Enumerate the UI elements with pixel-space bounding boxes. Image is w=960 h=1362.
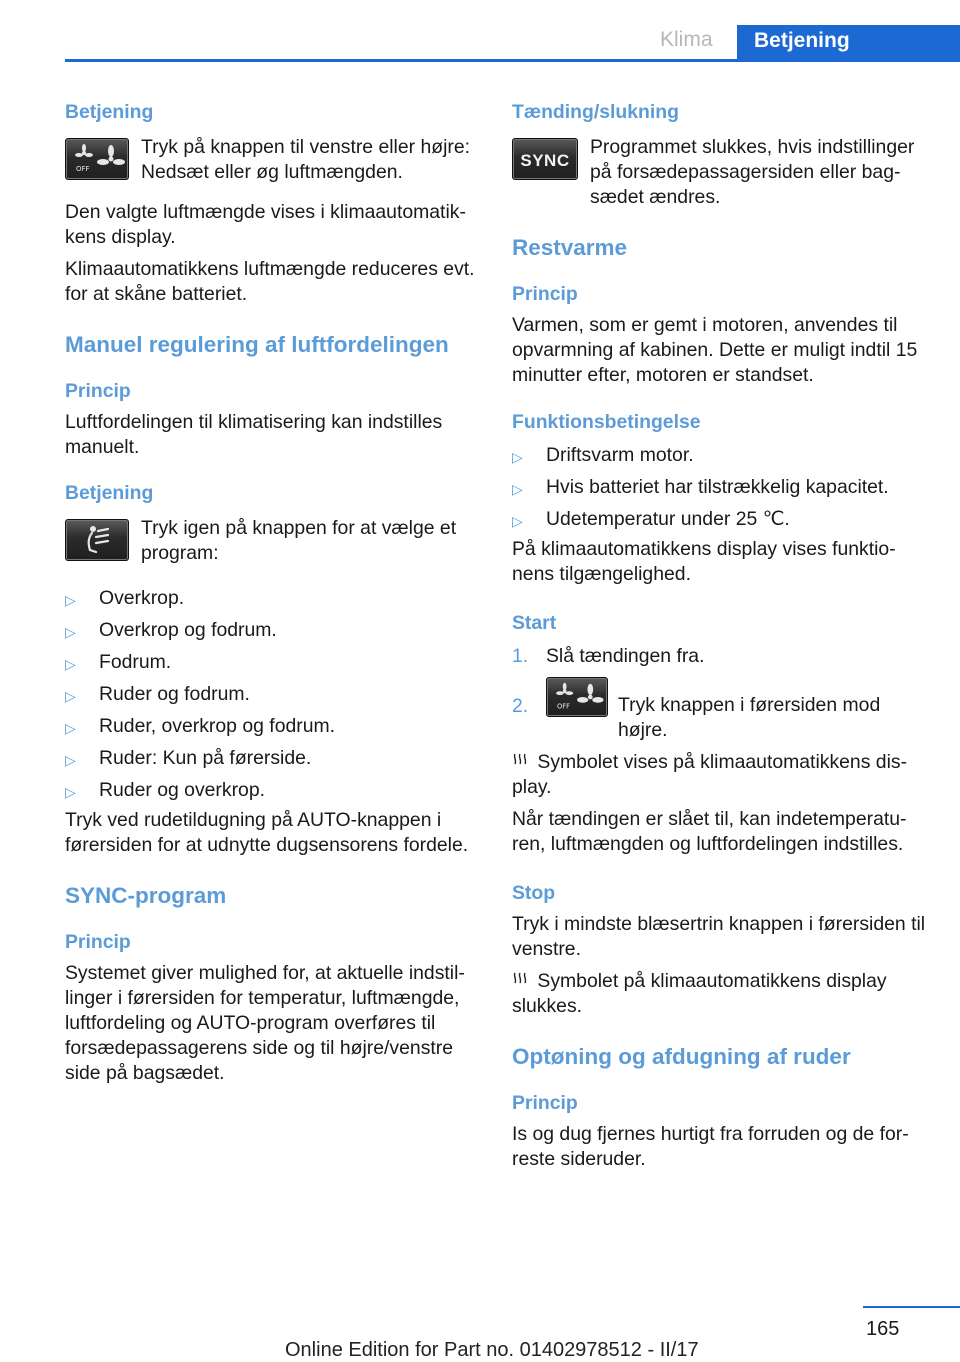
step-item: 2. OFF Tryk knappen i førersiden mod højre. bbox=[512, 677, 927, 743]
fan-instruction bbox=[65, 135, 479, 185]
subheading-princip: Princip bbox=[65, 931, 131, 953]
fan-instruction-text: Tryk på knappen til venstre eller højre: Nedsæt eller øg luftmængden. bbox=[141, 136, 471, 183]
paragraph: Systemet giver mulighed for, at aktuelle indstillinger i førersiden for temperatur, luftmængde, luftfordeling og AUTO-program overføres til forsædepassagerens side og til højre/venstre side på bagsædet. bbox=[65, 962, 465, 1084]
paragraph: Tryk i mindste blæsertrin knappen i førersiden til venstre. bbox=[512, 913, 926, 960]
paragraph: Varmen, som er gemt i motoren, anvendes til opvarmning af kabinen. Dette er muligt indtil 15 minutter efter, motoren er standset. bbox=[512, 314, 918, 386]
triangle-bullet-icon: ▷ bbox=[65, 688, 76, 704]
triangle-bullet-icon: ▷ bbox=[65, 752, 76, 768]
start-steps bbox=[512, 644, 927, 743]
heading-sync-program: SYNC-program bbox=[65, 883, 227, 908]
paragraph: Symbolet vises på klimaautomatikkens display. bbox=[512, 751, 908, 798]
step-item: 1. Slå tændingen fra. bbox=[512, 645, 705, 667]
fan-off-button-icon bbox=[65, 138, 129, 180]
air-distribution-instruction bbox=[65, 516, 479, 566]
list-item: ▷ Fodrum. bbox=[65, 650, 479, 682]
residual-heat-icon bbox=[512, 750, 532, 775]
paragraph: Tryk ved rudetildugning på AUTO-knappen i førersiden for at udnytte dugsensorens fordele. bbox=[65, 809, 469, 856]
right-column bbox=[512, 100, 927, 1172]
subheading-betjening: Betjening bbox=[65, 482, 154, 504]
sync-instruction-text: Programmet slukkes, hvis indstillinger på forsædepassagersiden eller bagsædet ændres. bbox=[590, 136, 915, 208]
header-tab-klima: Klima bbox=[660, 28, 713, 51]
svg-text:OFF: OFF bbox=[76, 165, 90, 173]
paragraph: Når tændingen er slået til, kan indetemperaturen, luftmængden og luftfordelingen indstilles. bbox=[512, 808, 907, 855]
section-title-betjening: Betjening bbox=[65, 101, 154, 123]
triangle-bullet-icon: ▷ bbox=[65, 720, 76, 736]
subheading-princip: Princip bbox=[512, 1092, 578, 1114]
left-column bbox=[65, 100, 479, 1086]
heading-restvarme: Restvarme bbox=[512, 235, 628, 260]
paragraph: Den valgte luftmængde vises i klimaautomatikkens display. bbox=[65, 201, 466, 248]
page-number: 165 bbox=[866, 1318, 900, 1340]
list-item: ▷ Overkrop og fodrum. bbox=[65, 618, 479, 650]
paragraph: Symbolet på klimaautomatikkens display slukkes. bbox=[512, 970, 887, 1017]
subheading-princip: Princip bbox=[65, 380, 131, 402]
paragraph: På klimaautomatikkens display vises funktionens tilgængelighed. bbox=[512, 538, 896, 585]
edition-footer: Online Edition for Part no. 01402978512 - II/17 bbox=[285, 1339, 699, 1361]
list-item: ▷ Hvis batteriet har tilstrækkelig kapacitet. bbox=[512, 475, 927, 507]
heading-manuel-regulering: Manuel regulering af luftfordelingen bbox=[65, 332, 449, 357]
paragraph: Is og dug fjernes hurtigt fra forruden og de forreste sideruder. bbox=[512, 1123, 909, 1170]
svg-text:OFF: OFF bbox=[557, 702, 570, 711]
subheading-funktionsbetingelse: Funktionsbetingelse bbox=[512, 411, 701, 433]
condition-list bbox=[512, 443, 927, 537]
triangle-bullet-icon: ▷ bbox=[512, 513, 523, 529]
fan-off-button-icon bbox=[546, 677, 608, 717]
list-item: ▷ Ruder: Kun på førerside. bbox=[65, 746, 479, 778]
subheading-princip: Princip bbox=[512, 283, 578, 305]
subheading-start: Start bbox=[512, 612, 557, 634]
sync-button-icon: SYNC bbox=[512, 138, 578, 180]
subheading-stop: Stop bbox=[512, 882, 556, 904]
paragraph: Klimaautomatikkens luftmængde reduceres evt. for at skåne batteriet. bbox=[65, 258, 475, 305]
list-item: ▷ Udetemperatur under 25 ℃. bbox=[512, 507, 927, 537]
triangle-bullet-icon: ▷ bbox=[65, 784, 76, 800]
footer-rule bbox=[863, 1306, 960, 1308]
list-item: ▷ Ruder, overkrop og fodrum. bbox=[65, 714, 479, 746]
triangle-bullet-icon: ▷ bbox=[65, 656, 76, 672]
list-item: ▷ Driftsvarm motor. bbox=[512, 443, 927, 475]
residual-heat-icon bbox=[512, 969, 532, 994]
triangle-bullet-icon: ▷ bbox=[512, 449, 523, 465]
triangle-bullet-icon: ▷ bbox=[65, 592, 76, 608]
subheading-taending: Tænding/slukning bbox=[512, 101, 679, 123]
paragraph: Luftfordelingen til klimatisering kan indstilles manuelt. bbox=[65, 411, 443, 458]
air-distribution-text: Tryk igen på knappen for at vælge et program: bbox=[141, 517, 457, 564]
air-distribution-button-icon bbox=[65, 519, 129, 561]
header-tab-betjening: Betjening bbox=[737, 25, 960, 61]
triangle-bullet-icon: ▷ bbox=[512, 481, 523, 497]
triangle-bullet-icon: ▷ bbox=[65, 624, 76, 640]
heading-optoning: Optøning og afdugning af ruder bbox=[512, 1044, 851, 1069]
list-item: ▷ Overkrop. bbox=[65, 586, 479, 618]
header-rule bbox=[65, 59, 960, 62]
list-item: ▷ Ruder og fodrum. bbox=[65, 682, 479, 714]
program-list bbox=[65, 586, 479, 808]
sync-instruction bbox=[512, 135, 927, 210]
list-item: ▷ Ruder og overkrop. bbox=[65, 778, 479, 808]
